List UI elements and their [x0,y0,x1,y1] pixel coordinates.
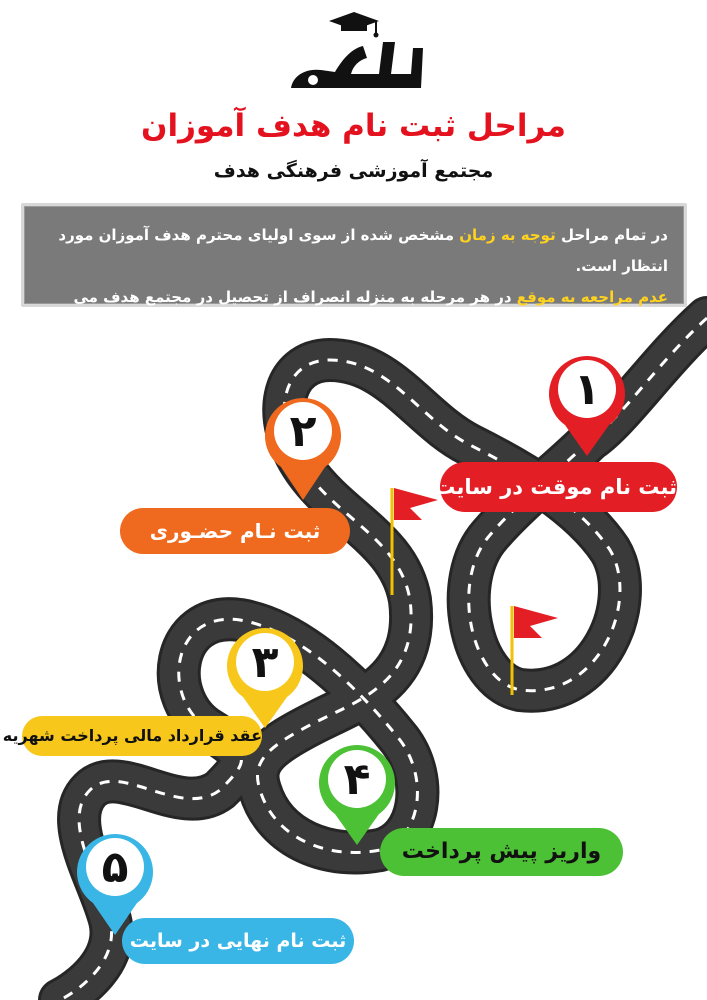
page-subtitle: مجتمع آموزشی فرهنگی هدف [213,160,494,182]
step-label-3: عقد قرارداد مالی پرداخت شهریه [22,716,262,756]
notice-text: در هر مرحله به منزله انصراف از تحصیل در مجتمع هدف می باشد. [73,288,668,337]
step-number: ۱ [573,364,601,415]
step-number: ۲ [289,406,317,457]
notice-highlight: عدم مراجعه به موقع [516,288,668,306]
notice-text: مشخص شده از سوی اولیای محترم هدف آموزان مورد انتظار است. [58,226,668,275]
step-label-2: ثبت نـام حضـوری [120,508,350,554]
step-label-1: ثبت نام موقت در سایت [440,462,677,512]
step-label-5: ثبت نام نهایی در سایت [122,918,354,964]
step-label-4: واریز پیش پرداخت [380,828,623,876]
page-title: مراحل ثبت نام هدف آموزان [141,108,566,144]
step-number: ۵ [101,842,129,893]
step-number: ۳ [251,637,279,688]
step-number: ۴ [343,754,371,805]
notice-text: در تمام مراحل [555,226,668,244]
notice-highlight: توجه به زمان [459,226,556,244]
